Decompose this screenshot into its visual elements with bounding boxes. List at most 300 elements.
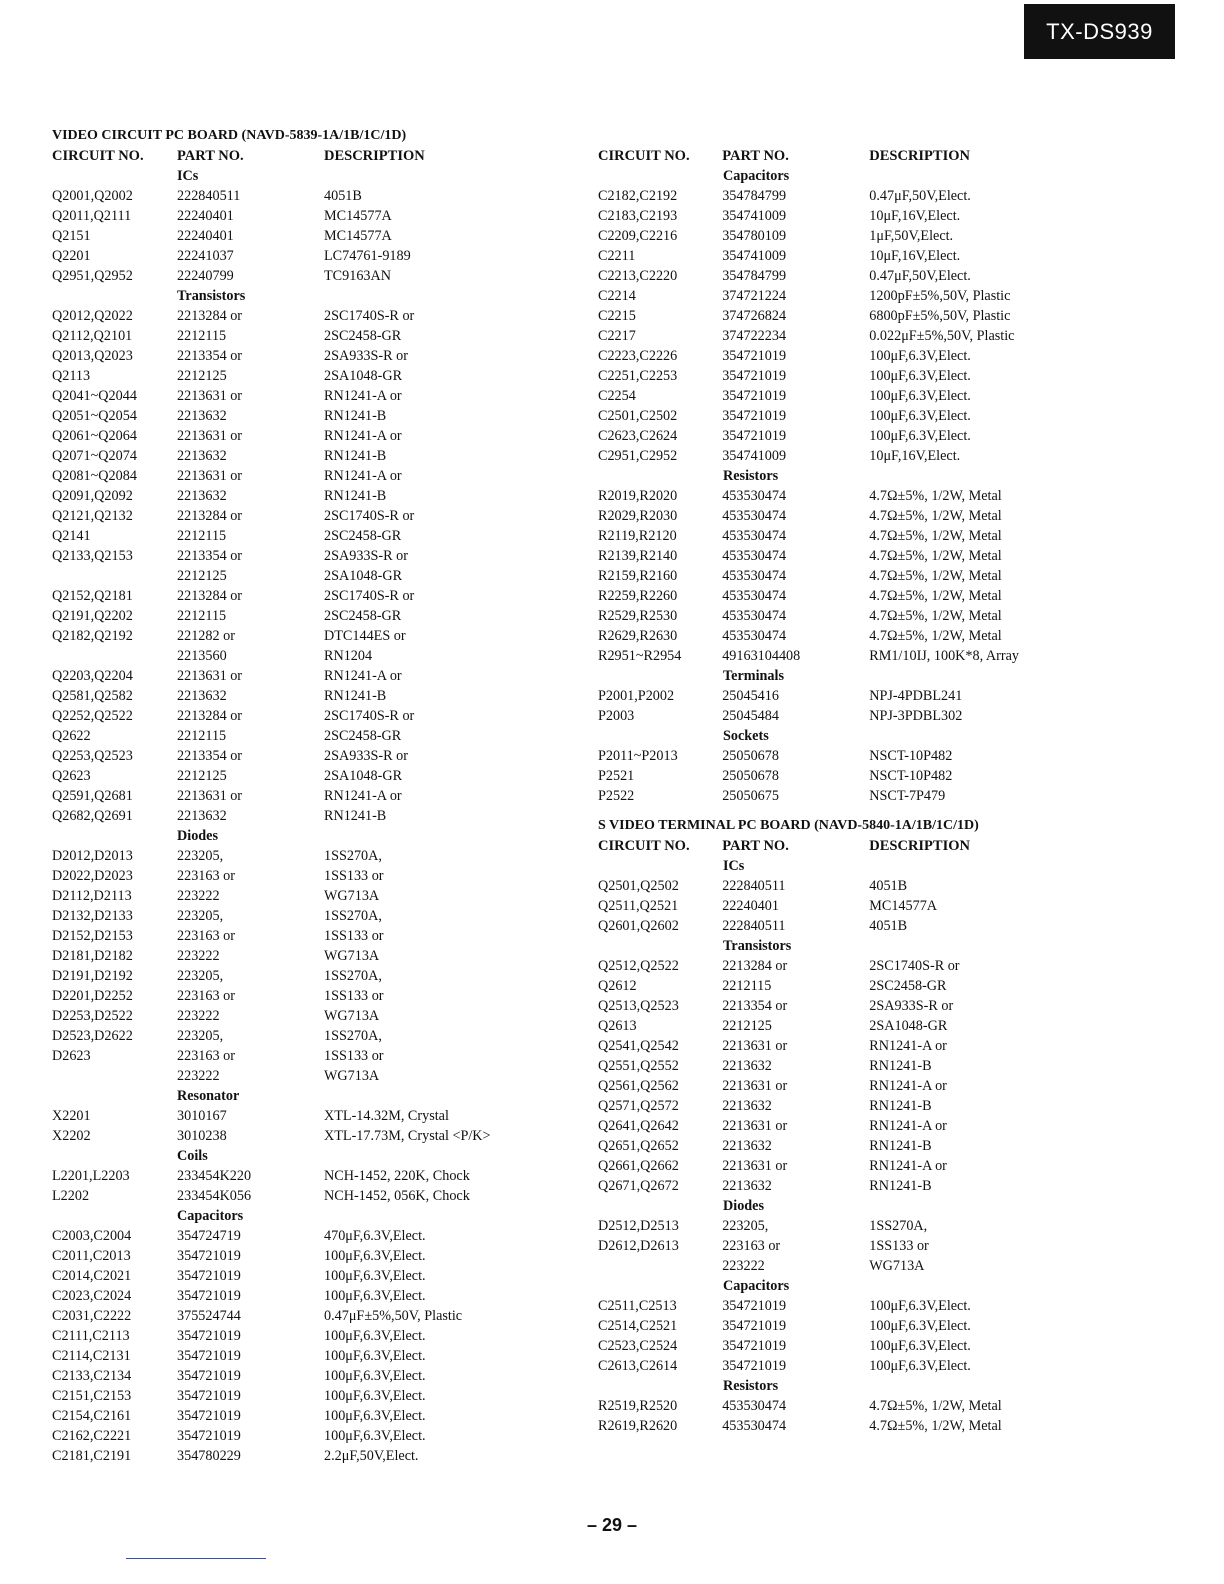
group-label: Resonator	[177, 1088, 240, 1104]
table-row	[52, 366, 592, 386]
circuit-no	[598, 1256, 722, 1276]
table-row	[52, 1046, 592, 1066]
description: 2SC2458-GR	[324, 728, 402, 744]
table-row	[52, 1226, 592, 1246]
table-row	[598, 286, 1068, 306]
part-no: 354721019	[722, 348, 787, 364]
parts-table	[598, 856, 1068, 1436]
description: 2SA933S-R or	[869, 998, 954, 1014]
table-row	[598, 1016, 1068, 1036]
circuit-no: X2202	[52, 1128, 91, 1144]
part-no: 354721019	[722, 388, 787, 404]
circuit-no: C2151,C2153	[52, 1388, 132, 1404]
group-heading	[598, 936, 1068, 956]
description: 4.7Ω±5%, 1/2W, Metal	[869, 608, 1002, 624]
circuit-no: Q2133,Q2153	[52, 548, 133, 564]
description: XTL-14.32M, Crystal	[324, 1108, 449, 1124]
description: RN1204	[324, 648, 373, 664]
description: 1SS133 or	[324, 1048, 384, 1064]
circuit-no: C2111,C2113	[52, 1328, 130, 1344]
circuit-no: Q2113	[52, 368, 91, 384]
group-spacer	[52, 286, 177, 306]
part-no: 354721019	[722, 1318, 787, 1334]
description: RN1241-A or	[324, 468, 402, 484]
part-no: 2213284 or	[177, 708, 243, 724]
table-row	[598, 406, 1068, 426]
table-row	[598, 486, 1068, 506]
circuit-no: R2119,R2120	[598, 528, 677, 544]
part-no: 354724719	[177, 1228, 241, 1244]
table-row	[52, 726, 592, 746]
table-row	[598, 896, 1068, 916]
header-description: DESCRIPTION	[324, 148, 425, 164]
table-row	[52, 1066, 592, 1086]
table-row	[598, 1096, 1068, 1116]
part-no: 453530474	[722, 528, 787, 544]
description: RN1241-B	[324, 688, 387, 704]
circuit-no: D2512,D2513	[598, 1218, 679, 1234]
group-label: Resistors	[723, 1378, 779, 1394]
circuit-no	[52, 566, 177, 586]
part-no: 223222	[177, 948, 220, 964]
table-row	[52, 506, 592, 526]
circuit-no: Q2571,Q2572	[598, 1098, 679, 1114]
table-row	[598, 426, 1068, 446]
table-row	[598, 1336, 1068, 1356]
table-row	[52, 526, 592, 546]
circuit-no: R2519,R2520	[598, 1398, 678, 1414]
circuit-no: C2154,C2161	[52, 1408, 132, 1424]
circuit-no: Q2253,Q2523	[52, 748, 133, 764]
description: 4.7Ω±5%, 1/2W, Metal	[869, 628, 1002, 644]
part-no: 453530474	[722, 588, 787, 604]
part-no: 223163 or	[177, 928, 235, 944]
circuit-no: C2003,C2004	[52, 1228, 132, 1244]
group-heading	[52, 1206, 592, 1226]
description: RN1241-B	[869, 1098, 932, 1114]
parts-table	[52, 166, 592, 1466]
circuit-no: P2521	[598, 768, 635, 784]
part-no: 222840511	[177, 188, 241, 204]
circuit-no: C2501,C2502	[598, 408, 678, 424]
circuit-no: Q2511,Q2521	[598, 898, 679, 914]
table-row	[598, 1256, 1068, 1276]
circuit-no: Q2061~Q2064	[52, 428, 137, 444]
part-no: 2213354 or	[722, 998, 788, 1014]
circuit-no: X2201	[52, 1108, 91, 1124]
description: 1SS270A,	[324, 968, 382, 984]
description: RN1241-B	[869, 1178, 932, 1194]
description: RN1241-A or	[324, 668, 402, 684]
circuit-no: D2612,D2613	[598, 1238, 679, 1254]
table-row	[598, 786, 1068, 806]
circuit-no: R2139,R2140	[598, 548, 678, 564]
part-no: 354780109	[722, 228, 787, 244]
footer-rule	[126, 1558, 266, 1559]
circuit-no: C2183,C2193	[598, 208, 678, 224]
circuit-no: L2202	[52, 1188, 90, 1204]
description: 4.7Ω±5%, 1/2W, Metal	[869, 508, 1002, 524]
description: 1SS270A,	[324, 848, 382, 864]
table-row	[52, 1186, 592, 1206]
table-row	[52, 1026, 592, 1046]
part-no: 2213284 or	[177, 588, 243, 604]
table-row	[52, 1006, 592, 1026]
part-no: 2213631 or	[177, 468, 243, 484]
table-row	[52, 266, 592, 286]
part-no: 223163 or	[177, 1048, 235, 1064]
description: 4.7Ω±5%, 1/2W, Metal	[869, 588, 1002, 604]
table-row	[52, 406, 592, 426]
table-row	[52, 786, 592, 806]
part-no: 354721019	[177, 1428, 241, 1444]
description: 4.7Ω±5%, 1/2W, Metal	[869, 528, 1002, 544]
circuit-no: D2152,D2153	[52, 928, 133, 944]
group-spacer	[598, 1376, 723, 1396]
description: 4051B	[324, 188, 362, 204]
part-no: 3010238	[177, 1128, 227, 1144]
circuit-no: Q2141	[52, 528, 91, 544]
description: 4.7Ω±5%, 1/2W, Metal	[869, 1418, 1002, 1434]
group-heading	[598, 856, 1068, 876]
part-no: 2212125	[722, 1018, 772, 1034]
group-label: Diodes	[723, 1198, 764, 1214]
description: 4051B	[869, 878, 908, 894]
circuit-no: P2522	[598, 788, 635, 804]
circuit-no: C2214	[598, 288, 636, 304]
group-spacer	[52, 166, 177, 186]
part-no: 2213632	[722, 1098, 772, 1114]
part-no: 25045484	[722, 708, 779, 724]
header-part-no: PART NO.	[722, 838, 789, 854]
description: 100μF,6.3V,Elect.	[869, 1298, 971, 1314]
circuit-no: P2011~P2013	[598, 748, 678, 764]
part-no: 2213284 or	[177, 308, 243, 324]
part-no: 2213632	[177, 488, 227, 504]
description: RN1241-B	[324, 488, 387, 504]
group-heading	[52, 1146, 592, 1166]
description: 100μF,6.3V,Elect.	[869, 408, 971, 424]
table-row	[52, 446, 592, 466]
part-no: 223163 or	[722, 1238, 781, 1254]
table-row	[598, 1396, 1068, 1416]
table-row	[598, 186, 1068, 206]
description: 0.022μF±5%,50V, Plastic	[869, 328, 1015, 344]
description: 100μF,6.3V,Elect.	[324, 1428, 426, 1444]
table-row	[52, 766, 592, 786]
circuit-no: C2133,C2134	[52, 1368, 132, 1384]
table-row	[598, 626, 1068, 646]
part-no: 2213631 or	[177, 428, 243, 444]
description: 100μF,6.3V,Elect.	[869, 368, 971, 384]
part-no: 453530474	[722, 1418, 787, 1434]
circuit-no: Q2182,Q2192	[52, 628, 133, 644]
part-no: 354741009	[722, 248, 787, 264]
description: NPJ-4PDBL241	[869, 688, 963, 704]
table-row	[52, 646, 592, 666]
part-no: 223205,	[722, 1218, 769, 1234]
header-description: DESCRIPTION	[869, 838, 970, 854]
circuit-no: Q2641,Q2642	[598, 1118, 679, 1134]
circuit-no: L2201,L2203	[52, 1168, 130, 1184]
table-row	[52, 1366, 592, 1386]
part-no: 223222	[177, 888, 220, 904]
group-label: Capacitors	[723, 168, 790, 184]
circuit-no: C2011,C2013	[52, 1248, 131, 1264]
description: NPJ-3PDBL302	[869, 708, 963, 724]
part-no: 453530474	[722, 508, 787, 524]
description: 2SC1740S-R or	[324, 308, 415, 324]
circuit-no: Q2671,Q2672	[598, 1178, 679, 1194]
description: 1SS133 or	[324, 988, 384, 1004]
description: NSCT-7P479	[869, 788, 946, 804]
description: RN1241-A or	[869, 1038, 947, 1054]
circuit-no: C2523,C2524	[598, 1338, 678, 1354]
circuit-no: Q2081~Q2084	[52, 468, 137, 484]
part-no: 2212115	[177, 728, 227, 744]
part-no: 354741009	[722, 208, 787, 224]
description: RN1241-A or	[869, 1118, 947, 1134]
circuit-no: C2182,C2192	[598, 188, 678, 204]
description: 10μF,16V,Elect.	[869, 248, 961, 264]
table-row	[598, 1116, 1068, 1136]
table-row	[598, 506, 1068, 526]
part-no: 25045416	[722, 688, 779, 704]
description: WG713A	[324, 1068, 380, 1084]
group-spacer	[52, 1206, 177, 1226]
table-row	[598, 996, 1068, 1016]
table-row	[52, 806, 592, 826]
table-row	[52, 1286, 592, 1306]
part-no: 374721224	[722, 288, 787, 304]
circuit-no: Q2682,Q2691	[52, 808, 133, 824]
part-no: 354721019	[177, 1388, 241, 1404]
circuit-no: Q2651,Q2652	[598, 1138, 679, 1154]
part-no: 2213284 or	[177, 508, 243, 524]
circuit-no: Q2203,Q2204	[52, 668, 133, 684]
part-no: 22240799	[177, 268, 234, 284]
description: NSCT-10P482	[869, 768, 953, 784]
part-no: 3010167	[177, 1108, 227, 1124]
part-no: 2213631 or	[722, 1038, 788, 1054]
description: WG713A	[869, 1258, 925, 1274]
description: 4051B	[869, 918, 908, 934]
description: RM1/10IJ, 100K*8, Array	[869, 648, 1020, 664]
circuit-no: C2951,C2952	[598, 448, 678, 464]
description: RN1241-B	[324, 448, 387, 464]
circuit-no: C2254	[598, 388, 636, 404]
description: 100μF,6.3V,Elect.	[324, 1328, 426, 1344]
description: 100μF,6.3V,Elect.	[324, 1408, 426, 1424]
description: 2SA1048-GR	[324, 768, 403, 784]
part-no: 25050675	[722, 788, 779, 804]
circuit-no: D2623	[52, 1048, 91, 1064]
circuit-no: R2019,R2020	[598, 488, 678, 504]
description: MC14577A	[324, 228, 392, 244]
part-no: 2213631 or	[177, 788, 243, 804]
description: 1SS270A,	[869, 1218, 928, 1234]
table-header	[598, 836, 1068, 856]
table-row	[598, 1216, 1068, 1236]
circuit-no: C2209,C2216	[598, 228, 678, 244]
description: RN1241-B	[869, 1058, 932, 1074]
description: 4.7Ω±5%, 1/2W, Metal	[869, 548, 1002, 564]
description: 1SS270A,	[324, 1028, 382, 1044]
table-row	[52, 906, 592, 926]
video-board-cont-section	[598, 146, 1068, 1436]
table-row	[52, 486, 592, 506]
circuit-no: Q2121,Q2132	[52, 508, 133, 524]
s-video-board-section	[598, 816, 1068, 1436]
circuit-no: D2523,D2622	[52, 1028, 133, 1044]
part-no: 22240401	[177, 228, 234, 244]
part-no: 453530474	[722, 1398, 787, 1414]
description: 2SA933S-R or	[324, 548, 408, 564]
part-no: 22240401	[722, 898, 779, 914]
description: DTC144ES or	[324, 628, 406, 644]
group-label: ICs	[723, 858, 745, 874]
header-part-no: PART NO.	[722, 148, 789, 164]
description: NCH-1452, 220K, Chock	[324, 1168, 470, 1184]
table-row	[52, 1166, 592, 1186]
description: 2SC2458-GR	[324, 328, 402, 344]
description: 100μF,6.3V,Elect.	[324, 1288, 426, 1304]
part-no: 223163 or	[177, 868, 235, 884]
description: NCH-1452, 056K, Chock	[324, 1188, 470, 1204]
group-label: Capacitors	[723, 1278, 790, 1294]
circuit-no: D2132,D2133	[52, 908, 133, 924]
part-no: 453530474	[722, 568, 787, 584]
circuit-no: C2251,C2253	[598, 368, 678, 384]
table-row	[598, 1416, 1068, 1436]
group-heading	[52, 286, 592, 306]
header-circuit-no: CIRCUIT NO.	[598, 148, 690, 164]
circuit-no: D2181,D2182	[52, 948, 133, 964]
description: 2SC2458-GR	[324, 528, 402, 544]
circuit-no: Q2013,Q2023	[52, 348, 133, 364]
description: 100μF,6.3V,Elect.	[869, 1318, 971, 1334]
circuit-no: Q2951,Q2952	[52, 268, 133, 284]
group-spacer	[52, 1086, 177, 1106]
part-no: 354721019	[177, 1368, 241, 1384]
circuit-no: C2215	[598, 308, 636, 324]
circuit-no: Q2252,Q2522	[52, 708, 133, 724]
part-no: 2212125	[177, 368, 227, 384]
parts-table	[598, 166, 1068, 806]
part-no: 354721019	[177, 1268, 241, 1284]
part-no: 221282 or	[177, 628, 235, 644]
table-row	[598, 1056, 1068, 1076]
part-no: 223222	[177, 1068, 220, 1084]
part-no: 223222	[722, 1258, 765, 1274]
part-no: 2213631 or	[177, 388, 243, 404]
description: 470μF,6.3V,Elect.	[324, 1228, 426, 1244]
part-no: 2213631 or	[177, 668, 243, 684]
table-row	[52, 1266, 592, 1286]
part-no: 25050678	[722, 768, 779, 784]
circuit-no: Q2201	[52, 248, 91, 264]
table-row	[598, 566, 1068, 586]
description: RN1241-B	[869, 1138, 932, 1154]
description: 2SC1740S-R or	[324, 588, 415, 604]
description: 1μF,50V,Elect.	[869, 228, 954, 244]
table-row	[598, 706, 1068, 726]
part-no: 2213632	[722, 1058, 772, 1074]
group-label: Diodes	[177, 828, 218, 844]
description: WG713A	[324, 948, 380, 964]
part-no: 2212125	[177, 768, 227, 784]
table-row	[52, 866, 592, 886]
circuit-no: R2951~R2954	[598, 648, 682, 664]
description: MC14577A	[324, 208, 392, 224]
group-label: Transistors	[723, 938, 792, 954]
circuit-no	[52, 646, 177, 666]
table-row	[52, 186, 592, 206]
part-no: 25050678	[722, 748, 779, 764]
circuit-no: R2159,R2160	[598, 568, 678, 584]
description: RN1241-A or	[869, 1078, 947, 1094]
table-row	[598, 746, 1068, 766]
circuit-no: Q2623	[52, 768, 91, 784]
circuit-no: D2253,D2522	[52, 1008, 133, 1024]
table-row	[52, 966, 592, 986]
group-label: Sockets	[723, 728, 769, 744]
table-row	[598, 206, 1068, 226]
description: 2SC2458-GR	[869, 978, 947, 994]
part-no: 354784799	[722, 188, 787, 204]
circuit-no: Q2152,Q2181	[52, 588, 133, 604]
part-no: 374726824	[722, 308, 787, 324]
section-gap	[598, 806, 1068, 816]
page-number: – 29 –	[586, 1515, 638, 1535]
part-no: 223205,	[177, 848, 224, 864]
table-row	[598, 266, 1068, 286]
table-row	[52, 326, 592, 346]
description: 2SA933S-R or	[324, 748, 408, 764]
part-no: 2213631 or	[722, 1118, 788, 1134]
group-heading	[52, 1086, 592, 1106]
circuit-no: D2112,D2113	[52, 888, 132, 904]
table-row	[598, 976, 1068, 996]
table-row	[52, 546, 592, 566]
table-row	[52, 426, 592, 446]
circuit-no: Q2071~Q2074	[52, 448, 137, 464]
table-row	[52, 466, 592, 486]
circuit-no: C2181,C2191	[52, 1448, 132, 1464]
circuit-no: Q2561,Q2562	[598, 1078, 679, 1094]
table-row	[52, 1106, 592, 1126]
table-row	[52, 846, 592, 866]
description: 100μF,6.3V,Elect.	[869, 388, 971, 404]
circuit-no: Q2151	[52, 228, 91, 244]
description: 100μF,6.3V,Elect.	[324, 1348, 426, 1364]
table-row	[52, 706, 592, 726]
description: 10μF,16V,Elect.	[869, 208, 961, 224]
circuit-no: C2613,C2614	[598, 1358, 678, 1374]
description: 2SA933S-R or	[324, 348, 408, 364]
circuit-no: R2529,R2530	[598, 608, 678, 624]
part-no: 22240401	[177, 208, 234, 224]
circuit-no: D2022,D2023	[52, 868, 133, 884]
circuit-no: Q2591,Q2681	[52, 788, 133, 804]
part-no: 354721019	[722, 428, 787, 444]
table-row	[598, 1296, 1068, 1316]
circuit-no: C2114,C2131	[52, 1348, 131, 1364]
circuit-no: Q2622	[52, 728, 91, 744]
circuit-no: Q2041~Q2044	[52, 388, 137, 404]
table-row	[52, 1326, 592, 1346]
description: 100μF,6.3V,Elect.	[869, 348, 971, 364]
